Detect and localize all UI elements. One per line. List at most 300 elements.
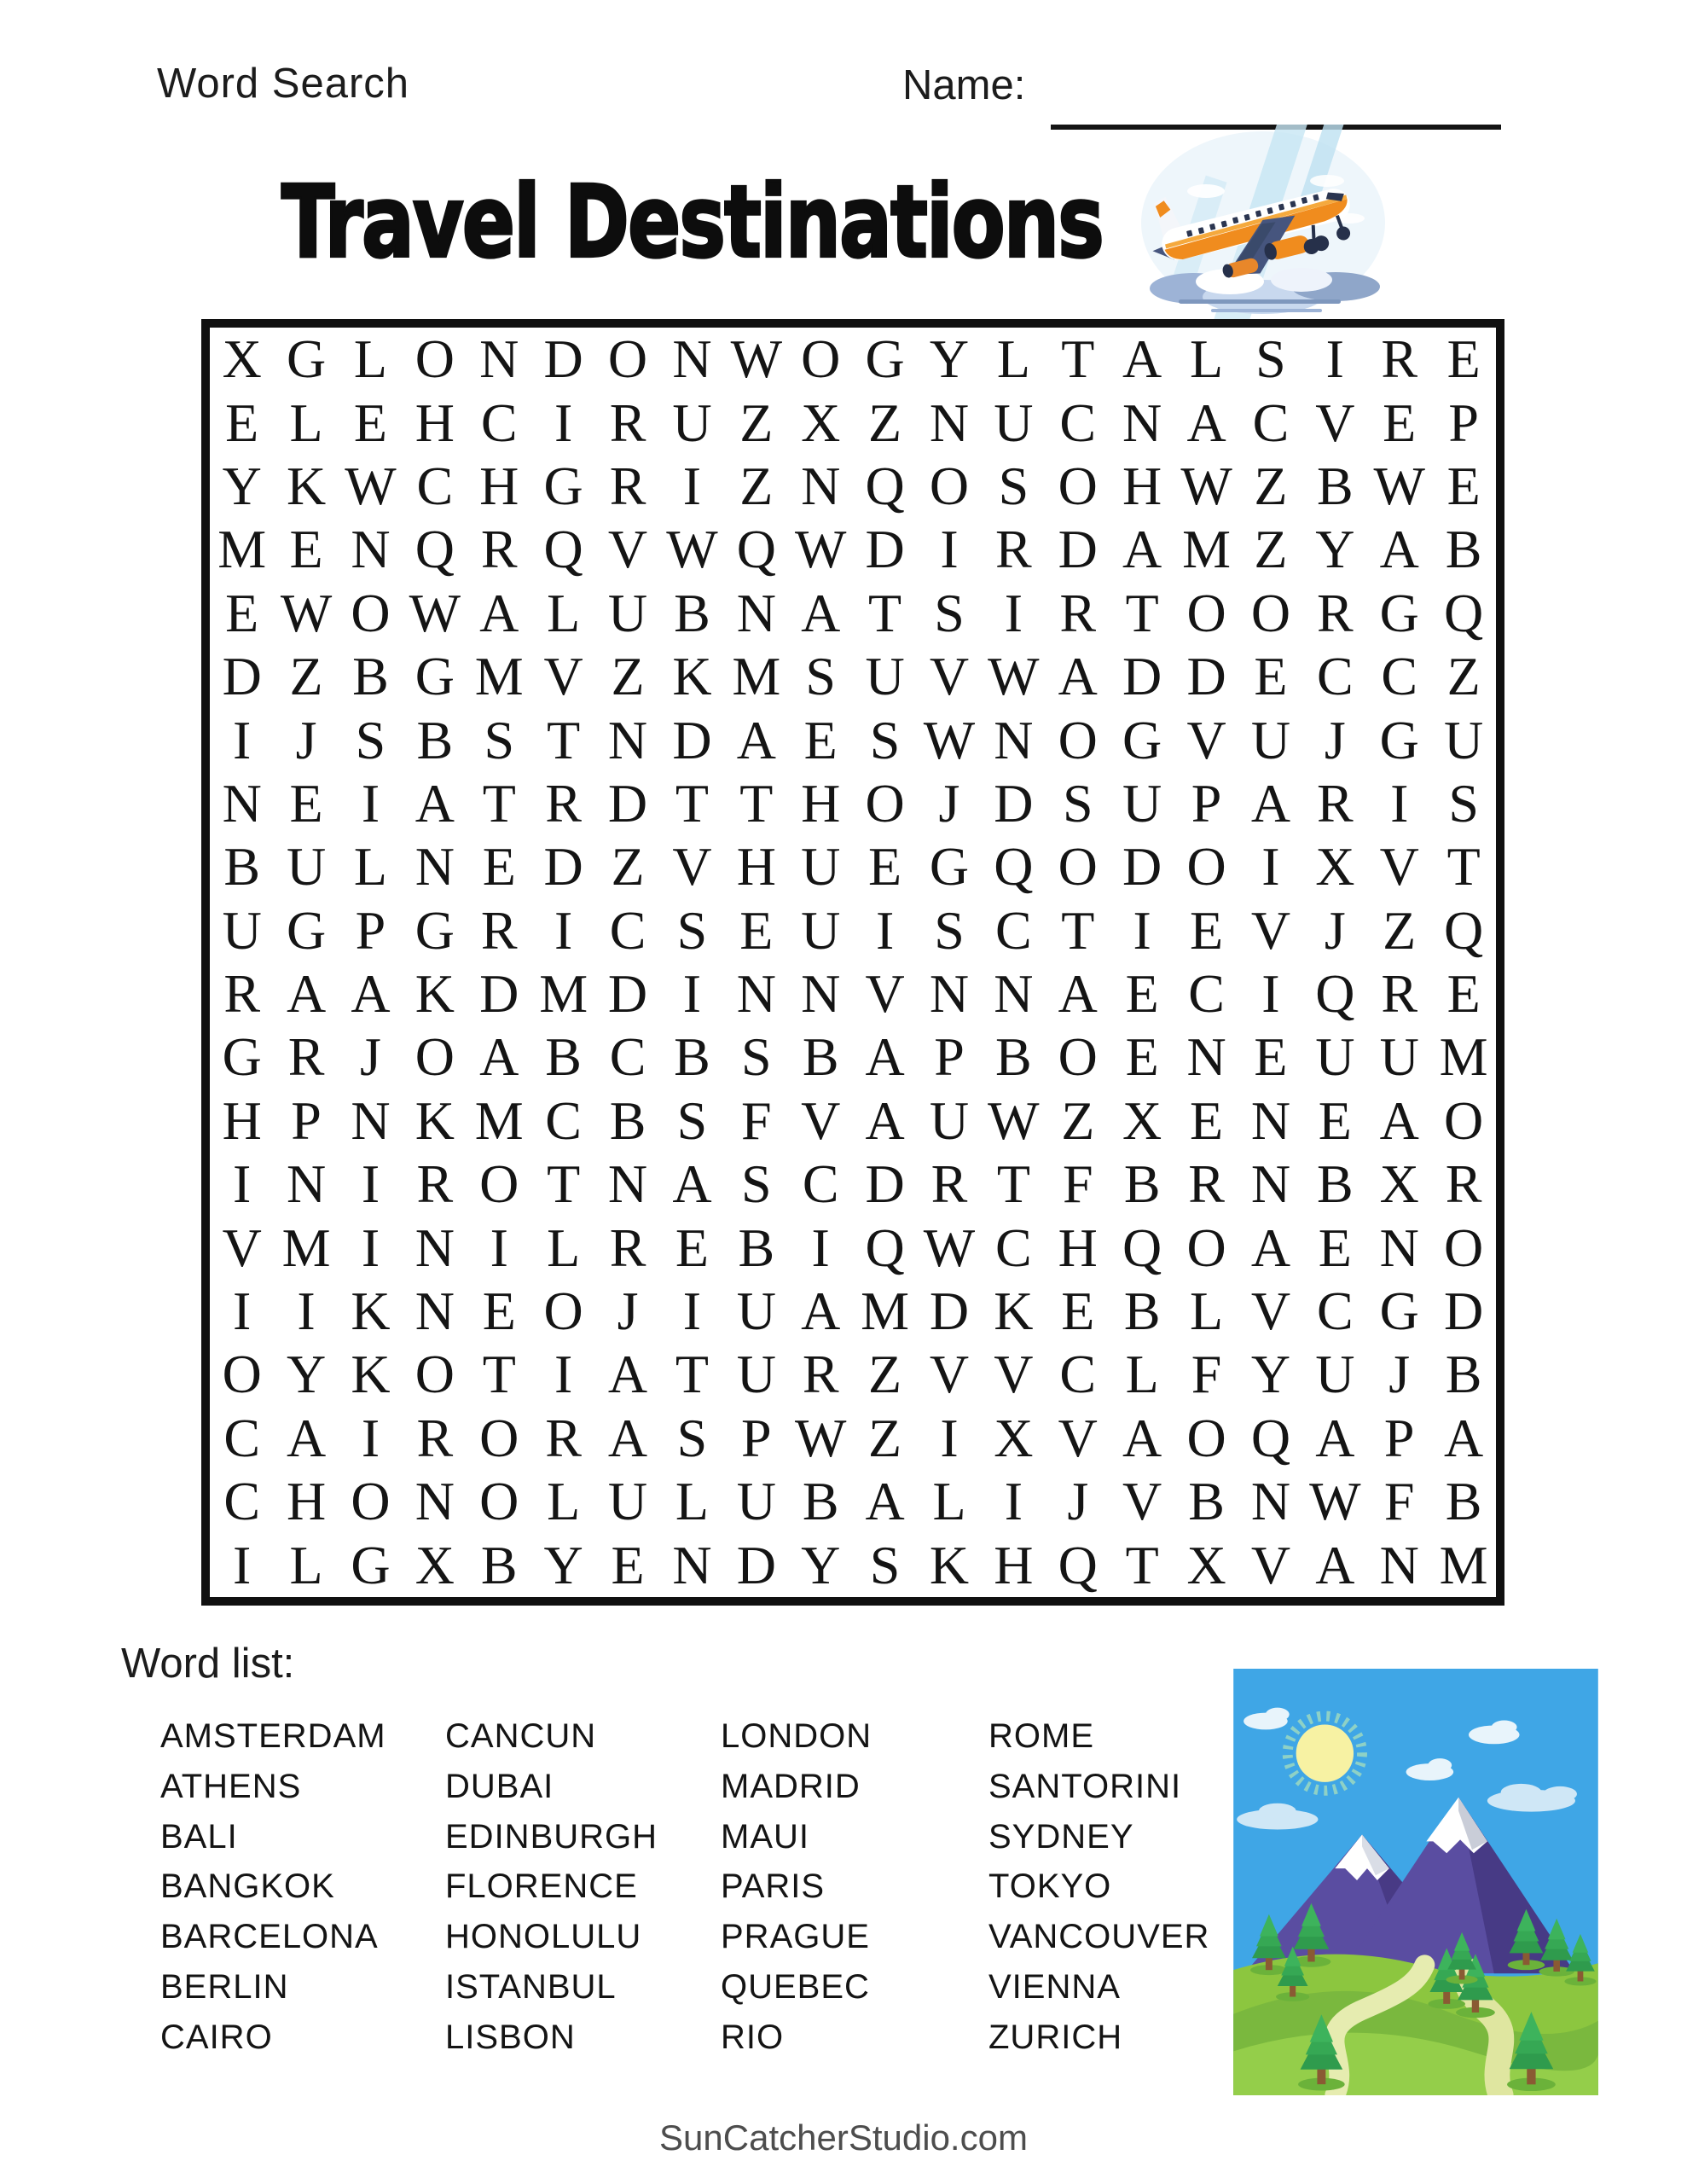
- grid-letter: R: [545, 1407, 582, 1468]
- grid-letter: U: [1379, 1026, 1419, 1088]
- grid-letter: N: [801, 455, 841, 516]
- grid-letter: D: [929, 1281, 970, 1342]
- grid-letter: A: [1122, 1407, 1162, 1468]
- grid-letter: Q: [865, 455, 905, 516]
- grid-letter: I: [361, 1217, 380, 1278]
- grid-letter: A: [1122, 519, 1162, 580]
- grid-letter: S: [676, 1407, 708, 1468]
- grid-letter: Y: [222, 455, 262, 516]
- grid-letter: E: [1254, 646, 1288, 707]
- grid-letter: O: [1058, 455, 1098, 516]
- grid-letter: E: [1125, 963, 1159, 1025]
- grid-letter: E: [1446, 963, 1481, 1025]
- grid-letter: E: [803, 709, 838, 770]
- grid-letter: Q: [736, 519, 776, 580]
- grid-letter: L: [353, 836, 388, 897]
- grid-letter: H: [1058, 1217, 1098, 1278]
- word-list-item: ZURICH: [988, 2018, 1123, 2056]
- grid-letter: Y: [1315, 519, 1355, 580]
- grid-letter: T: [547, 709, 581, 770]
- grid-letter: U: [1315, 1344, 1355, 1405]
- grid-letter: O: [1186, 1217, 1226, 1278]
- grid-letter: G: [1379, 1281, 1419, 1342]
- grid-letter: U: [994, 392, 1034, 453]
- worksheet-type-label: Word Search: [157, 61, 410, 107]
- name-label: Name:: [902, 62, 1026, 108]
- grid-letter: C: [480, 392, 518, 453]
- grid-letter: C: [545, 1089, 582, 1151]
- word-list-item: VANCOUVER: [988, 1918, 1210, 1956]
- grid-letter: E: [1318, 1089, 1352, 1151]
- word-list-column: [988, 1711, 1209, 2063]
- grid-letter: S: [869, 709, 901, 770]
- site-credit: SunCatcherStudio.com: [659, 2117, 1028, 2158]
- grid-letter: O: [351, 1471, 391, 1532]
- grid-letter: K: [351, 1344, 391, 1405]
- grid-letter: X: [415, 1534, 455, 1595]
- grid-letter: S: [1255, 328, 1286, 390]
- grid-letter: W: [730, 328, 783, 390]
- grid-letter: S: [741, 1026, 772, 1088]
- grid-letter: E: [289, 519, 323, 580]
- grid-letter: P: [934, 1026, 965, 1088]
- grid-letter: F: [1062, 1153, 1093, 1215]
- grid-letter: Q: [1122, 1217, 1162, 1278]
- grid-letter: I: [1325, 328, 1344, 390]
- grid-letter: C: [223, 1471, 261, 1532]
- grid-letter: L: [675, 1471, 709, 1532]
- grid-letter: A: [286, 963, 327, 1025]
- grid-letter: I: [682, 1281, 702, 1342]
- grid-letter: B: [674, 582, 710, 643]
- grid-letter: Y: [929, 328, 970, 390]
- grid-letter: O: [479, 1471, 519, 1532]
- grid-letter: R: [1059, 582, 1097, 643]
- grid-letter: J: [938, 772, 960, 834]
- grid-letter: R: [609, 1217, 646, 1278]
- grid-letter: N: [1250, 1471, 1291, 1532]
- grid-letter: C: [1188, 963, 1225, 1025]
- grid-letter: C: [609, 1026, 646, 1088]
- word-list-item: SANTORINI: [988, 1767, 1182, 1805]
- grid-letter: P: [741, 1407, 772, 1468]
- grid-letter: Z: [611, 646, 645, 707]
- grid-letter: W: [795, 519, 847, 580]
- word-list-item: DUBAI: [445, 1767, 554, 1805]
- grid-letter: L: [289, 392, 323, 453]
- grid-letter: Q: [1058, 1534, 1098, 1595]
- grid-letter: A: [607, 1407, 648, 1468]
- grid-letter: B: [802, 1026, 839, 1088]
- grid-letter: R: [609, 455, 646, 516]
- word-list-item: PRAGUE: [721, 1918, 870, 1956]
- grid-letter: L: [547, 582, 581, 643]
- grid-letter: U: [222, 899, 262, 961]
- grid-letter: I: [554, 392, 573, 453]
- grid-letter: E: [482, 1281, 516, 1342]
- grid-letter: Y: [1250, 1344, 1291, 1405]
- grid-letter: A: [607, 1344, 648, 1405]
- word-list-column: [721, 1711, 988, 2063]
- grid-letter: W: [1180, 455, 1232, 516]
- grid-letter: D: [1122, 836, 1162, 897]
- grid-letter: V: [1058, 1407, 1098, 1468]
- grid-letter: O: [415, 1026, 455, 1088]
- grid-letter: Q: [1315, 963, 1355, 1025]
- grid-letter: M: [281, 1217, 331, 1278]
- grid-letter: G: [865, 328, 905, 390]
- grid-letter: R: [287, 1026, 325, 1088]
- grid-letter: W: [795, 1407, 847, 1468]
- grid-letter: A: [286, 1407, 327, 1468]
- grid-letter: N: [286, 1153, 327, 1215]
- word-list-item: ROME: [988, 1717, 1094, 1755]
- grid-letter: P: [355, 899, 386, 961]
- word-list-item: SYDNEY: [988, 1817, 1134, 1856]
- grid-letter: J: [1324, 899, 1346, 961]
- grid-letter: D: [672, 709, 712, 770]
- grid-letter: B: [674, 1026, 710, 1088]
- word-list-item: ISTANBUL: [445, 1967, 617, 2006]
- grid-letter: U: [736, 1471, 776, 1532]
- grid-letter: Q: [1444, 582, 1484, 643]
- grid-letter: O: [1058, 836, 1098, 897]
- grid-letter: G: [415, 646, 455, 707]
- grid-letter: A: [479, 1026, 519, 1088]
- word-list-item: BERLIN: [160, 1967, 289, 2006]
- grid-letter: I: [233, 709, 252, 770]
- grid-letter: P: [1448, 392, 1479, 453]
- grid-letter: R: [802, 1344, 839, 1405]
- word-list-item: CAIRO: [160, 2018, 273, 2056]
- grid-letter: A: [1379, 1089, 1419, 1151]
- grid-letter: W: [280, 582, 333, 643]
- grid-letter: T: [1061, 899, 1095, 961]
- grid-letter: L: [353, 328, 388, 390]
- grid-letter: E: [611, 1534, 645, 1595]
- grid-letter: B: [1123, 1153, 1161, 1215]
- grid-letter: X: [1186, 1534, 1226, 1595]
- grid-letter: N: [994, 963, 1034, 1025]
- grid-letter: E: [482, 836, 516, 897]
- grid-letter: C: [995, 899, 1032, 961]
- grid-letter: G: [1379, 709, 1419, 770]
- grid-letter: B: [1316, 1153, 1354, 1215]
- grid-letter: I: [361, 772, 380, 834]
- word-list-item: VIENNA: [988, 1967, 1121, 2006]
- grid-letter: T: [1125, 1534, 1159, 1595]
- grid-letter: Z: [739, 392, 774, 453]
- grid-letter: U: [801, 899, 841, 961]
- grid-letter: U: [672, 392, 712, 453]
- grid-letter: S: [676, 1089, 708, 1151]
- grid-letter: O: [865, 772, 905, 834]
- grid-letter: K: [415, 963, 455, 1025]
- grid-letter: A: [865, 1471, 905, 1532]
- grid-letter: V: [865, 963, 905, 1025]
- grid-letter: G: [1379, 582, 1419, 643]
- grid-letter: N: [672, 328, 712, 390]
- word-list-item: EDINBURGH: [445, 1817, 658, 1856]
- grid-letter: C: [802, 1153, 839, 1215]
- grid-letter: V: [1186, 709, 1226, 770]
- grid-letter: J: [295, 709, 317, 770]
- grid-letter: A: [1250, 1217, 1291, 1278]
- mountain-landscape-illustration-icon: [1233, 1669, 1598, 2095]
- grid-letter: Q: [865, 1217, 905, 1278]
- grid-letter: Y: [801, 1534, 841, 1595]
- grid-letter: D: [1058, 519, 1098, 580]
- grid-letter: M: [217, 519, 267, 580]
- grid-letter: D: [736, 1534, 776, 1595]
- grid-letter: O: [351, 582, 391, 643]
- grid-letter: A: [801, 582, 841, 643]
- grid-letter: R: [545, 772, 582, 834]
- grid-letter: A: [1058, 646, 1098, 707]
- grid-letter: U: [1315, 1026, 1355, 1088]
- grid-letter: D: [994, 772, 1034, 834]
- grid-letter: X: [801, 392, 841, 453]
- grid-letter: O: [607, 328, 648, 390]
- grid-letter: B: [1188, 1471, 1225, 1532]
- grid-letter: V: [1379, 836, 1419, 897]
- grid-letter: A: [1315, 1407, 1355, 1468]
- grid-letter: O: [1186, 836, 1226, 897]
- grid-letter: N: [736, 963, 776, 1025]
- grid-letter: Q: [415, 519, 455, 580]
- grid-letter: C: [1316, 646, 1354, 707]
- grid-letter: Z: [739, 455, 774, 516]
- grid-letter: D: [543, 328, 583, 390]
- grid-letter: O: [1444, 1089, 1484, 1151]
- grid-letter: S: [1448, 772, 1479, 834]
- grid-letter: T: [1446, 836, 1481, 897]
- word-list-item: LISBON: [445, 2018, 576, 2056]
- grid-letter: B: [1445, 519, 1482, 580]
- grid-letter: D: [865, 1153, 905, 1215]
- grid-letter: B: [995, 1026, 1032, 1088]
- grid-letter: X: [1122, 1089, 1162, 1151]
- grid-letter: A: [865, 1089, 905, 1151]
- grid-letter: T: [675, 772, 709, 834]
- word-list-item: PARIS: [721, 1867, 826, 1906]
- grid-letter: I: [1004, 1471, 1023, 1532]
- grid-letter: O: [1186, 582, 1226, 643]
- grid-letter: K: [929, 1534, 970, 1595]
- grid-letter: F: [1383, 1471, 1415, 1532]
- grid-letter: N: [415, 1281, 455, 1342]
- grid-letter: N: [222, 772, 262, 834]
- grid-letter: Z: [868, 1407, 902, 1468]
- word-list-column: [160, 1711, 445, 2063]
- grid-letter: I: [682, 455, 702, 516]
- grid-letter: Z: [868, 1344, 902, 1405]
- grid-letter: Q: [1444, 899, 1484, 961]
- grid-letter: I: [490, 1217, 508, 1278]
- grid-letter: L: [996, 328, 1030, 390]
- grid-letter: N: [1186, 1026, 1226, 1088]
- grid-letter: T: [739, 772, 774, 834]
- grid-letter: A: [865, 1026, 905, 1088]
- grid-letter: S: [998, 455, 1029, 516]
- grid-letter: E: [1318, 1217, 1352, 1278]
- grid-letter: I: [682, 963, 702, 1025]
- grid-letter: A: [736, 709, 776, 770]
- grid-letter: N: [415, 836, 455, 897]
- grid-letter: I: [233, 1281, 252, 1342]
- grid-letter: T: [547, 1153, 581, 1215]
- grid-letter: N: [801, 963, 841, 1025]
- grid-letter: I: [297, 1281, 316, 1342]
- airplane-illustration-icon: [1134, 125, 1392, 321]
- grid-letter: T: [1125, 582, 1159, 643]
- grid-letter: R: [1381, 328, 1418, 390]
- grid-letter: K: [286, 455, 327, 516]
- grid-letter: M: [474, 1089, 524, 1151]
- grid-letter: B: [480, 1534, 518, 1595]
- grid-letter: S: [934, 899, 965, 961]
- grid-letter: W: [409, 582, 461, 643]
- grid-letter: O: [415, 1344, 455, 1405]
- word-list-item: BARCELONA: [160, 1918, 379, 1956]
- grid-letter: O: [1058, 709, 1098, 770]
- grid-letter: F: [741, 1089, 772, 1151]
- grid-letter: Y: [286, 1344, 327, 1405]
- grid-letter: H: [801, 772, 841, 834]
- grid-letter: E: [1254, 1026, 1288, 1088]
- grid-letter: S: [484, 709, 515, 770]
- grid-letter: J: [360, 1026, 381, 1088]
- grid-letter: V: [929, 1344, 970, 1405]
- grid-letter: N: [929, 392, 970, 453]
- grid-letter: A: [351, 963, 391, 1025]
- grid-letter: Z: [611, 836, 645, 897]
- word-list-item: MADRID: [721, 1767, 861, 1805]
- grid-letter: S: [805, 646, 836, 707]
- grid-letter: E: [1383, 392, 1417, 453]
- grid-letter: W: [666, 519, 718, 580]
- grid-letter: R: [416, 1407, 454, 1468]
- grid-letter: E: [1446, 328, 1481, 390]
- grid-letter: V: [222, 1217, 262, 1278]
- grid-letter: B: [223, 836, 261, 897]
- grid-letter: E: [868, 836, 902, 897]
- grid-letter: I: [361, 1407, 380, 1468]
- grid-letter: A: [672, 1153, 712, 1215]
- grid-letter: I: [875, 899, 895, 961]
- grid-letter: W: [1309, 1471, 1361, 1532]
- grid-letter: C: [995, 1217, 1032, 1278]
- word-list-column: [445, 1711, 721, 2063]
- grid-letter: C: [1059, 392, 1097, 453]
- grid-letter: U: [1122, 772, 1162, 834]
- grid-letter: V: [1122, 1471, 1162, 1532]
- grid-letter: N: [994, 709, 1034, 770]
- grid-letter: W: [923, 1217, 976, 1278]
- grid-letter: E: [739, 899, 774, 961]
- grid-letter: V: [994, 1344, 1034, 1405]
- grid-letter: L: [547, 1217, 581, 1278]
- grid-letter: G: [415, 899, 455, 961]
- grid-letter: H: [479, 455, 519, 516]
- grid-letter: S: [934, 582, 965, 643]
- grid-letter: L: [547, 1471, 581, 1532]
- grid-letter: K: [672, 646, 712, 707]
- grid-letter: G: [929, 836, 970, 897]
- grid-letter: A: [801, 1281, 841, 1342]
- grid-letter: O: [543, 1281, 583, 1342]
- grid-letter: O: [1058, 1026, 1098, 1088]
- grid-letter: O: [1444, 1217, 1484, 1278]
- grid-letter: A: [1122, 328, 1162, 390]
- grid-letter: H: [994, 1534, 1034, 1595]
- grid-letter: Z: [1254, 519, 1288, 580]
- grid-letter: E: [1190, 1089, 1224, 1151]
- grid-letter: I: [811, 1217, 830, 1278]
- grid-letter: N: [672, 1534, 712, 1595]
- grid-letter: N: [351, 1089, 391, 1151]
- grid-letter: M: [1182, 519, 1231, 580]
- grid-letter: E: [1446, 455, 1481, 516]
- grid-letter: Z: [1254, 455, 1288, 516]
- grid-letter: R: [995, 519, 1032, 580]
- grid-letter: X: [1379, 1153, 1419, 1215]
- grid-letter: V: [543, 646, 583, 707]
- grid-letter: E: [225, 392, 259, 453]
- grid-letter: O: [801, 328, 841, 390]
- grid-letter: E: [225, 582, 259, 643]
- grid-letter: T: [675, 1344, 709, 1405]
- grid-letter: A: [1379, 519, 1419, 580]
- grid-letter: I: [1133, 899, 1151, 961]
- grid-letter: M: [1439, 1534, 1488, 1595]
- grid-letter: R: [223, 963, 261, 1025]
- grid-letter: O: [222, 1344, 262, 1405]
- grid-letter: W: [345, 455, 397, 516]
- grid-letter: M: [861, 1281, 910, 1342]
- grid-letter: A: [1315, 1534, 1355, 1595]
- grid-letter: T: [868, 582, 902, 643]
- grid-letter: B: [545, 1026, 582, 1088]
- grid-letter: S: [676, 899, 708, 961]
- grid-letter: G: [351, 1534, 391, 1595]
- grid-letter: B: [802, 1471, 839, 1532]
- grid-letter: B: [609, 1089, 646, 1151]
- grid-letter: D: [222, 646, 262, 707]
- grid-letter: I: [1261, 836, 1280, 897]
- grid-letter: R: [930, 1153, 968, 1215]
- word-list-item: RIO: [721, 2018, 785, 2056]
- grid-letter: V: [801, 1089, 841, 1151]
- grid-letter: M: [732, 646, 781, 707]
- grid-letter: C: [223, 1407, 261, 1468]
- grid-letter: R: [1381, 963, 1418, 1025]
- grid-letter: I: [233, 1153, 252, 1215]
- grid-letter: U: [286, 836, 327, 897]
- grid-letter: C: [1316, 1281, 1354, 1342]
- grid-letter: C: [1381, 646, 1418, 707]
- grid-letter: H: [286, 1471, 327, 1532]
- grid-letter: A: [1444, 1407, 1484, 1468]
- grid-letter: U: [736, 1344, 776, 1405]
- grid-letter: N: [607, 709, 648, 770]
- grid-letter: W: [1373, 455, 1425, 516]
- grid-letter: C: [1252, 392, 1290, 453]
- grid-letter: N: [929, 963, 970, 1025]
- grid-letter: N: [1379, 1534, 1419, 1595]
- grid-letter: I: [554, 899, 573, 961]
- grid-letter: O: [415, 328, 455, 390]
